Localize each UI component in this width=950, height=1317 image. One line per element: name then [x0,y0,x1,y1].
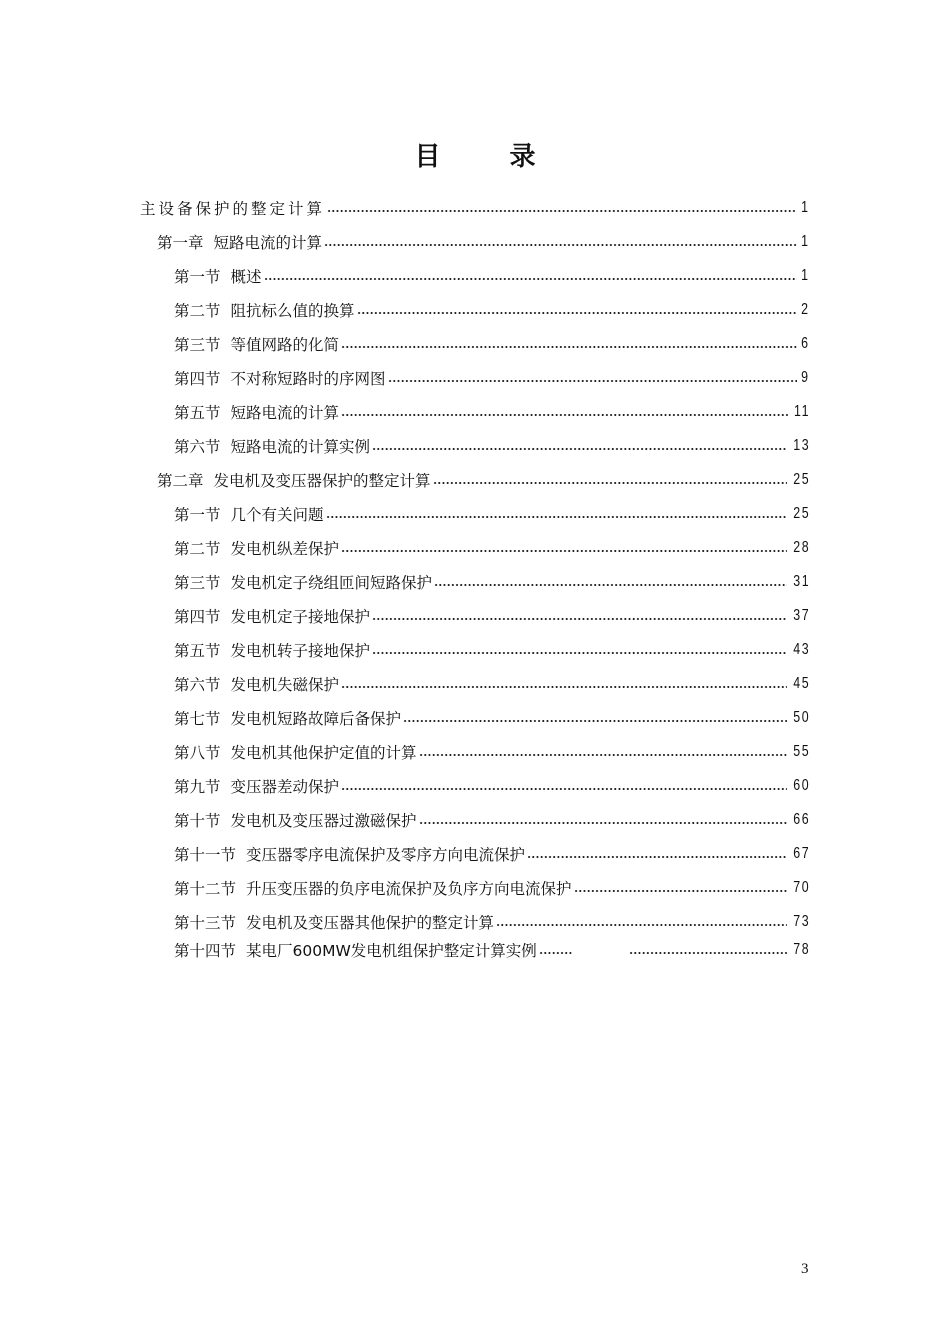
toc-entry-number: 第二节 [174,302,221,320]
dot-leader [341,345,797,349]
toc-section[interactable] [174,531,808,565]
toc-section[interactable] [174,933,808,967]
toc-entry-text: 概述 [230,268,262,286]
dot-leader [264,277,798,281]
dot-leader [372,651,787,655]
toc-entry-text: 发电机及变压器其他保护的整定计算 [246,914,495,932]
toc-entry-number: 第八节 [174,744,221,762]
toc-entry-page: 9 [801,369,810,386]
toc-entry-text: 发电机其他保护定值的计算 [230,744,417,762]
dot-leader [419,753,787,757]
toc-chapter[interactable] [157,225,808,259]
dot-leader [372,447,787,451]
page-number: 3 [801,1261,809,1277]
toc-entry-page: 43 [793,641,810,658]
toc-entry-page: 73 [793,913,810,930]
toc-entry-label [174,939,537,961]
dot-leader [326,515,787,519]
toc-chapter[interactable] [157,463,808,497]
toc-entry-label [174,537,339,559]
toc-section[interactable] [174,395,808,429]
toc-entry-text: 不对称短路时的序网图 [230,370,386,388]
toc-section[interactable] [174,599,808,633]
toc-entry-label [174,707,401,729]
toc-entry-number: 第六节 [174,676,221,694]
toc-entry-page: 13 [793,437,810,454]
toc-entry-page: 78 [793,941,810,958]
toc-section[interactable] [174,429,808,463]
toc-entry-label [157,231,322,253]
toc-entry-number: 第四节 [174,608,221,626]
toc-section[interactable] [174,361,808,395]
toc-section[interactable] [174,667,808,701]
toc-title: 目 录 [414,142,566,172]
toc-entry-label [174,571,432,593]
toc-entry-text: 变压器零序电流保护及零序方向电流保护 [246,846,526,864]
toc-entry-number: 第七节 [174,710,221,728]
toc-entry-label [174,741,417,763]
toc-entry-number: 第十一节 [174,846,237,864]
dot-leader [327,209,797,213]
toc-entry-text: 发电机短路故障后备保护 [230,710,402,728]
toc-entry-number: 第四节 [174,370,221,388]
toc-part[interactable] [140,191,808,225]
toc-entry-label [174,605,370,627]
toc-entry-text: 短路电流的计算实例 [230,438,371,456]
dot-leader [341,685,787,689]
toc-entry-label [174,265,262,287]
toc-entry-number: 第二节 [174,540,221,558]
toc-entry-number: 第十二节 [174,880,237,898]
dot-leader [496,923,787,927]
toc-section[interactable] [174,735,808,769]
toc-entry-label [174,639,370,661]
dot-leader [357,311,798,315]
toc-entry-number: 第三节 [174,336,221,354]
toc-entry-page: 1 [801,233,810,250]
dot-leader [574,889,787,893]
toc-entry-label [174,367,386,389]
toc-entry-label [174,911,494,933]
toc-section[interactable] [174,293,808,327]
toc-entry-page: 2 [801,301,810,318]
toc-entry-number: 第五节 [174,404,221,422]
toc-entry-label [174,299,355,321]
toc-entry-text: 发电机定子接地保护 [230,608,371,626]
toc-entry-label [174,809,417,831]
toc-entry-number: 第九节 [174,778,221,796]
toc-entry-number: 第十四节 [174,942,237,960]
dot-leader [434,583,787,587]
toc-section[interactable] [174,701,808,735]
toc-section[interactable] [174,769,808,803]
toc-entry-text: 发电机失磁保护 [230,676,340,694]
toc-section[interactable] [174,565,808,599]
toc-entry-text: 变压器差动保护 [230,778,340,796]
toc-section[interactable] [174,497,808,531]
dot-leader [403,719,787,723]
toc-entry-page: 45 [793,675,810,692]
toc-entry-page: 25 [793,505,810,522]
toc-entry-text: 等值网路的化简 [230,336,340,354]
toc-entry-text: 发电机定子绕组匝间短路保护 [230,574,433,592]
toc-entry-number: 第二章 [157,472,204,490]
toc-entry-label [174,333,339,355]
toc-entry-text: 某电厂600MW发电机组保护整定计算实例 [246,942,537,960]
toc-section[interactable] [174,871,808,905]
toc-entry-text: 阻抗标么值的换算 [230,302,355,320]
toc-entry-number: 第五节 [174,642,221,660]
toc-entry-page: 50 [793,709,810,726]
toc-entry-number: 第十三节 [174,914,237,932]
dot-leader [433,481,787,485]
toc-entry-label [174,843,525,865]
dot-leader [324,243,797,247]
toc-entry-page: 25 [793,471,810,488]
toc-entry-number: 第十节 [174,812,221,830]
toc-entry-page: 37 [793,607,810,624]
toc-section[interactable] [174,837,808,871]
toc-entry-page: 66 [793,811,810,828]
toc-entry-page: 6 [801,335,810,352]
dot-leader [372,617,787,621]
toc-entry-label [174,775,339,797]
toc-entry-text: 升压变压器的负序电流保护及负序方向电流保护 [246,880,572,898]
toc-section[interactable] [174,259,808,293]
toc-entry-text: 短路电流的计算 [213,234,323,252]
toc-entry-number: 第一章 [157,234,204,252]
dot-leader [539,951,573,955]
toc-entry-text: 主设备保护的整定计算 [140,200,326,218]
toc-entry-number: 第一节 [174,268,221,286]
toc-entry-page: 55 [793,743,810,760]
toc-entry-number: 第三节 [174,574,221,592]
toc-entry-label [174,435,370,457]
dot-leader [419,821,787,825]
toc-entry-page: 70 [793,879,810,896]
toc-entry-text: 几个有关问题 [230,506,324,524]
toc-entry-page: 1 [801,199,810,216]
toc-entry-text: 短路电流的计算 [230,404,340,422]
toc-entry-number: 第六节 [174,438,221,456]
toc-section[interactable] [174,327,808,361]
toc-entry-label [174,673,339,695]
toc-entry-text: 发电机转子接地保护 [230,642,371,660]
dot-leader [341,787,787,791]
toc-entry-text: 发电机及变压器保护的整定计算 [213,472,431,490]
toc-entry-page: 67 [793,845,810,862]
toc-entry-label [157,469,431,491]
toc-entry-label [174,401,339,423]
toc-entry-page: 28 [793,539,810,556]
dot-leader [527,855,787,859]
dot-leader [341,549,787,553]
toc-entry-label [174,503,324,525]
dot-leader [629,951,787,955]
dot-leader [388,379,798,383]
dot-leader [341,413,788,417]
toc-section[interactable] [174,803,808,837]
toc-entry-page: 1 [801,267,810,284]
toc-entry-page: 60 [793,777,810,794]
toc-entry-page: 31 [793,573,810,590]
toc-entry-text: 发电机纵差保护 [230,540,340,558]
toc-entry-number: 第一节 [174,506,221,524]
toc-entry-text: 发电机及变压器过激磁保护 [230,812,417,830]
toc-entry-page: 11 [793,403,810,420]
toc-entry-label [140,197,325,219]
toc-entry-label [174,877,572,899]
toc-section[interactable] [174,633,808,667]
